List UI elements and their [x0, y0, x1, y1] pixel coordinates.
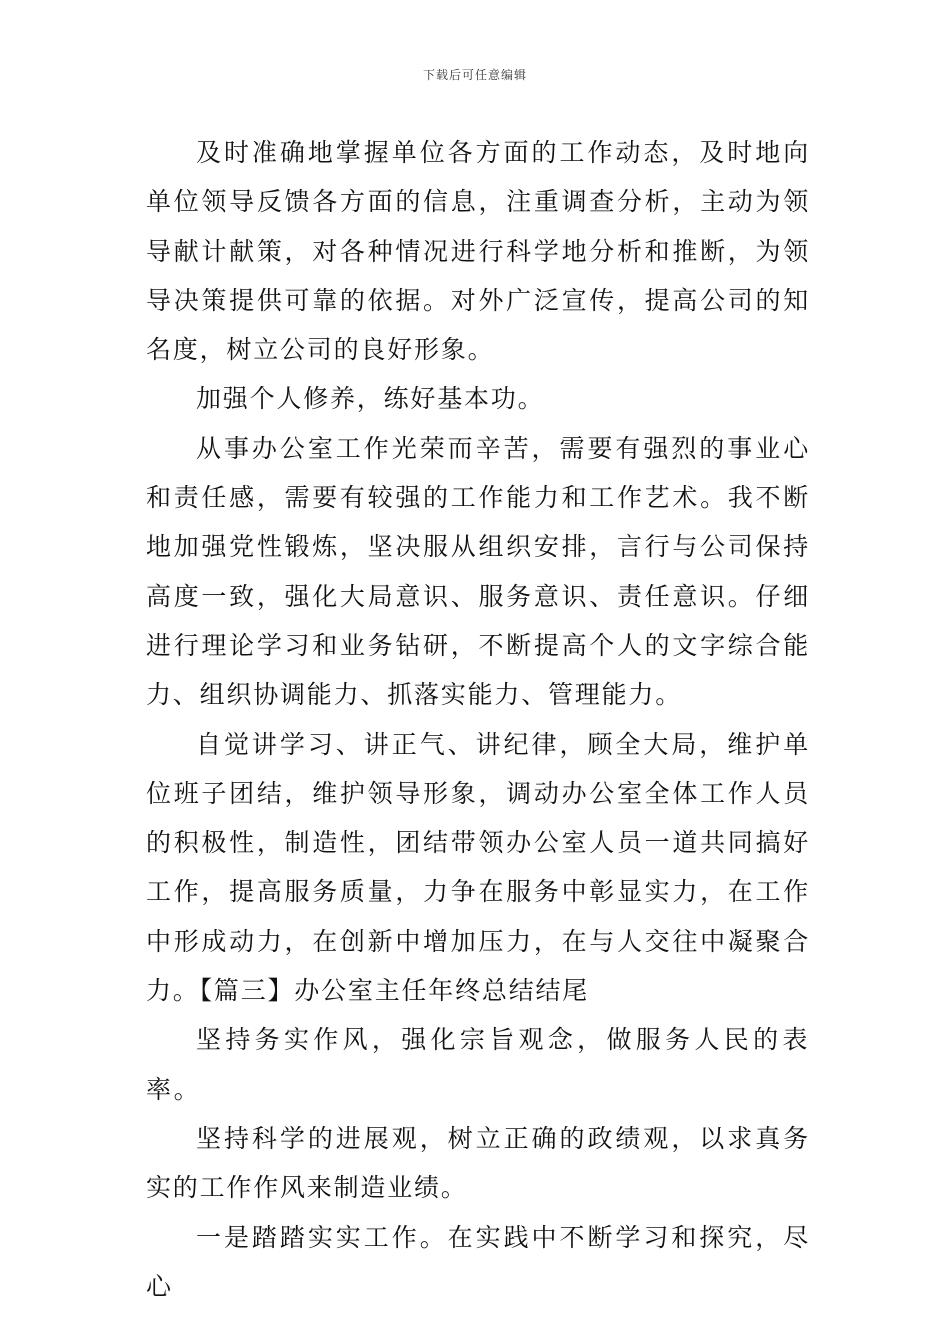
document-body: [146, 128, 810, 1311]
paragraph-7: 一是踏踏实实工作。在实践中不断学习和探究，尽心: [146, 1222, 810, 1301]
paragraph-3: 从事办公室工作光荣而辛苦，需要有强烈的事业心和责任感，需要有较强的工作能力和工作艺术。我不断地加强党性锻炼，坚决服从组织安排，言行与公司保持高度一致，强化大局意识、服务意识、责任意识。仔细进行理论学习和业务钻研，不断提高个人的文字综合能力、组织协调能力、抓落实能力、管理能力。: [146, 433, 810, 710]
page-header-note: 下载后可任意编辑: [422, 68, 527, 82]
paragraph-4: 自觉讲学习、讲正气、讲纪律，顾全大局，维护单位班子团结，维护领导形象，调动办公室全体工作人员的积极性，制造性，团结带领办公室人员一道共同搞好工作，提高服务质量，力争在服务中彰显实力，在工作中形成动力，在创新中增加压力，在与人交往中凝聚合力。【篇三】办公室主任年终总结结尾: [146, 729, 810, 1006]
paragraph-2: 加强个人修养，练好基本功。: [196, 384, 545, 414]
paragraph-5: 坚持务实作风，强化宗旨观念，做服务人民的表率。: [146, 1025, 810, 1104]
paragraph-6: 坚持科学的进展观，树立正确的政绩观，以求真务实的工作作风来制造业绩。: [146, 1123, 810, 1203]
paragraph-1: 及时准确地掌握单位各方面的工作动态，及时地向单位领导反馈各方面的信息，注重调查分析，主动为领导献计献策，对各种情况进行科学地分析和推断，为领导决策提供可靠的依据。对外广泛宣传，提高公司的知名度，树立公司的良好形象。: [146, 138, 810, 365]
